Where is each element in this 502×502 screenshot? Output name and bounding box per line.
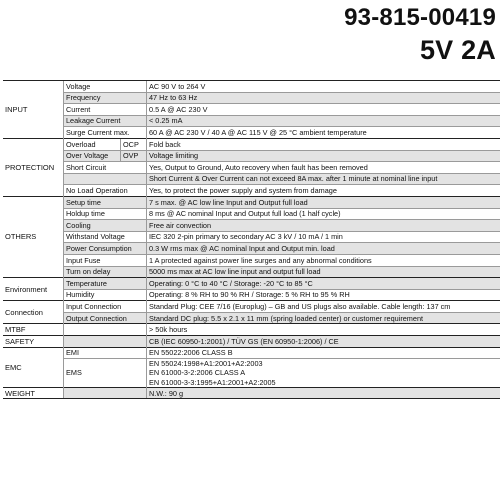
category-label: EMC [3,347,64,387]
parameter-label [64,173,147,185]
spec-value: Standard Plug: CEE 7/16 (Europlug) – GB and US plugs also available. Cable length: 137 cm [147,301,501,313]
spec-value-line: EN 61000-3-2:2006 CLASS A [149,368,246,378]
category-label: Connection [3,301,64,324]
parameter-label: Leakage Current [64,115,147,127]
spec-row [3,231,500,243]
spec-value: 5000 ms max at AC low line input and output full load [147,266,501,278]
spec-value: CB (IEC 60950-1:2001) / TÜV GS (EN 60950-1:2006) / CE [147,336,501,348]
parameter-label: EMI [64,347,147,359]
spec-row [3,92,500,104]
spec-value: Voltage limiting [147,150,501,162]
spec-value: EN 55022:2006 CLASS B [147,347,501,359]
spec-table [3,80,500,399]
spec-value: < 0.25 mA [147,115,501,127]
protection-code: OVP [121,150,147,162]
spec-row [3,220,500,232]
spec-row [3,81,500,93]
parameter-label: Over Voltage [64,150,121,162]
spec-row [3,115,500,127]
spec-value: Yes, Output to Ground, Auto recovery when fault has been removed [147,162,501,174]
spec-value: Fold back [147,138,501,150]
spec-row [3,150,500,162]
spec-value-line: EN 61000-3-3:1995+A1:2001+A2:2005 [149,377,276,387]
parameter-label: No Load Operation [64,185,147,197]
spec-row [3,278,500,290]
spec-row [3,196,500,208]
spec-value [147,359,501,388]
parameter-label: Holdup time [64,208,147,220]
parameter-label: Power Consumption [64,243,147,255]
spec-value: 7 s max. @ AC low line Input and Output full load [147,196,501,208]
spec-row [3,266,500,278]
spec-value: 47 Hz to 63 Hz [147,92,501,104]
parameter-label: Overload [64,138,121,150]
parameter-label: Output Connection [64,312,147,324]
power-rating: 5V 2A [419,35,496,65]
parameter-label: Cooling [64,220,147,232]
spec-value: Short Current & Over Current can not exceed 8A max. after 1 minute at nominal line input [147,173,501,185]
spec-value: AC 90 V to 264 V [147,81,501,93]
parameter-label: Withstand Voltage [64,231,147,243]
spec-value: > 50k hours [147,324,501,336]
parameter-label: EMS [64,359,147,388]
spec-value: 0.3 W rms max @ AC nominal Input and Output min. load [147,243,501,255]
spec-value: 0.5 A @ AC 230 V [147,104,501,116]
protection-code: OCP [121,138,147,150]
spec-value: IEC 320 2-pin primary to secondary AC 3 kV / 10 mA / 1 min [147,231,501,243]
spec-row [3,312,500,324]
spec-value: 1 A protected against power line surges and any abnormal conditions [147,254,501,266]
parameter-label: Input Connection [64,301,147,313]
spec-row [3,387,500,399]
spec-row [3,289,500,301]
spec-value: Free air convection [147,220,501,232]
spec-row [3,359,500,388]
spec-row [3,173,500,185]
parameter-label: Current [64,104,147,116]
parameter-label: Turn on delay [64,266,147,278]
spec-row [3,336,500,348]
spec-row [3,208,500,220]
parameter-label [64,336,147,348]
parameter-label: Frequency [64,92,147,104]
category-label: WEIGHT [3,387,64,399]
spec-row [3,185,500,197]
spec-row [3,254,500,266]
parameter-label: Humidity [64,289,147,301]
spec-row [3,324,500,336]
spec-value: Operating: 8 % RH to 90 % RH / Storage: 5 % RH to 95 % RH [147,289,501,301]
spec-row [3,127,500,139]
part-number: 93-815-00419 [344,4,496,31]
parameter-label: Input Fuse [64,254,147,266]
spec-value: Standard DC plug: 5.5 x 2.1 x 11 mm (spring loaded center) or customer requirement [147,312,501,324]
spec-value-line: EN 55024:1998+A1:2001+A2:2003 [149,359,263,369]
parameter-label: Short Circuit [64,162,147,174]
parameter-label: Setup time [64,196,147,208]
category-label: MTBF [3,324,64,336]
spec-row [3,243,500,255]
parameter-label: Temperature [64,278,147,290]
parameter-label [64,324,147,336]
spec-row [3,301,500,313]
parameter-label: Voltage [64,81,147,93]
spec-value: 60 A @ AC 230 V / 40 A @ AC 115 V @ 25 °C ambient temperature [147,127,501,139]
spec-row [3,347,500,359]
category-label: SAFETY [3,336,64,348]
category-label: OTHERS [3,196,64,277]
category-label: PROTECTION [3,138,64,196]
spec-row [3,104,500,116]
category-label: INPUT [3,81,64,139]
parameter-label [64,387,147,399]
spec-row [3,162,500,174]
category-label: Environment [3,278,64,301]
spec-value: Operating: 0 °C to 40 °C / Storage: -20 °C to 85 °C [147,278,501,290]
spec-value: N.W.: 90 g [147,387,501,399]
spec-row [3,138,500,150]
spec-value: 8 ms @ AC nominal Input and Output full load (1 half cycle) [147,208,501,220]
spec-value: Yes, to protect the power supply and system from damage [147,185,501,197]
parameter-label: Surge Current max. [64,127,147,139]
